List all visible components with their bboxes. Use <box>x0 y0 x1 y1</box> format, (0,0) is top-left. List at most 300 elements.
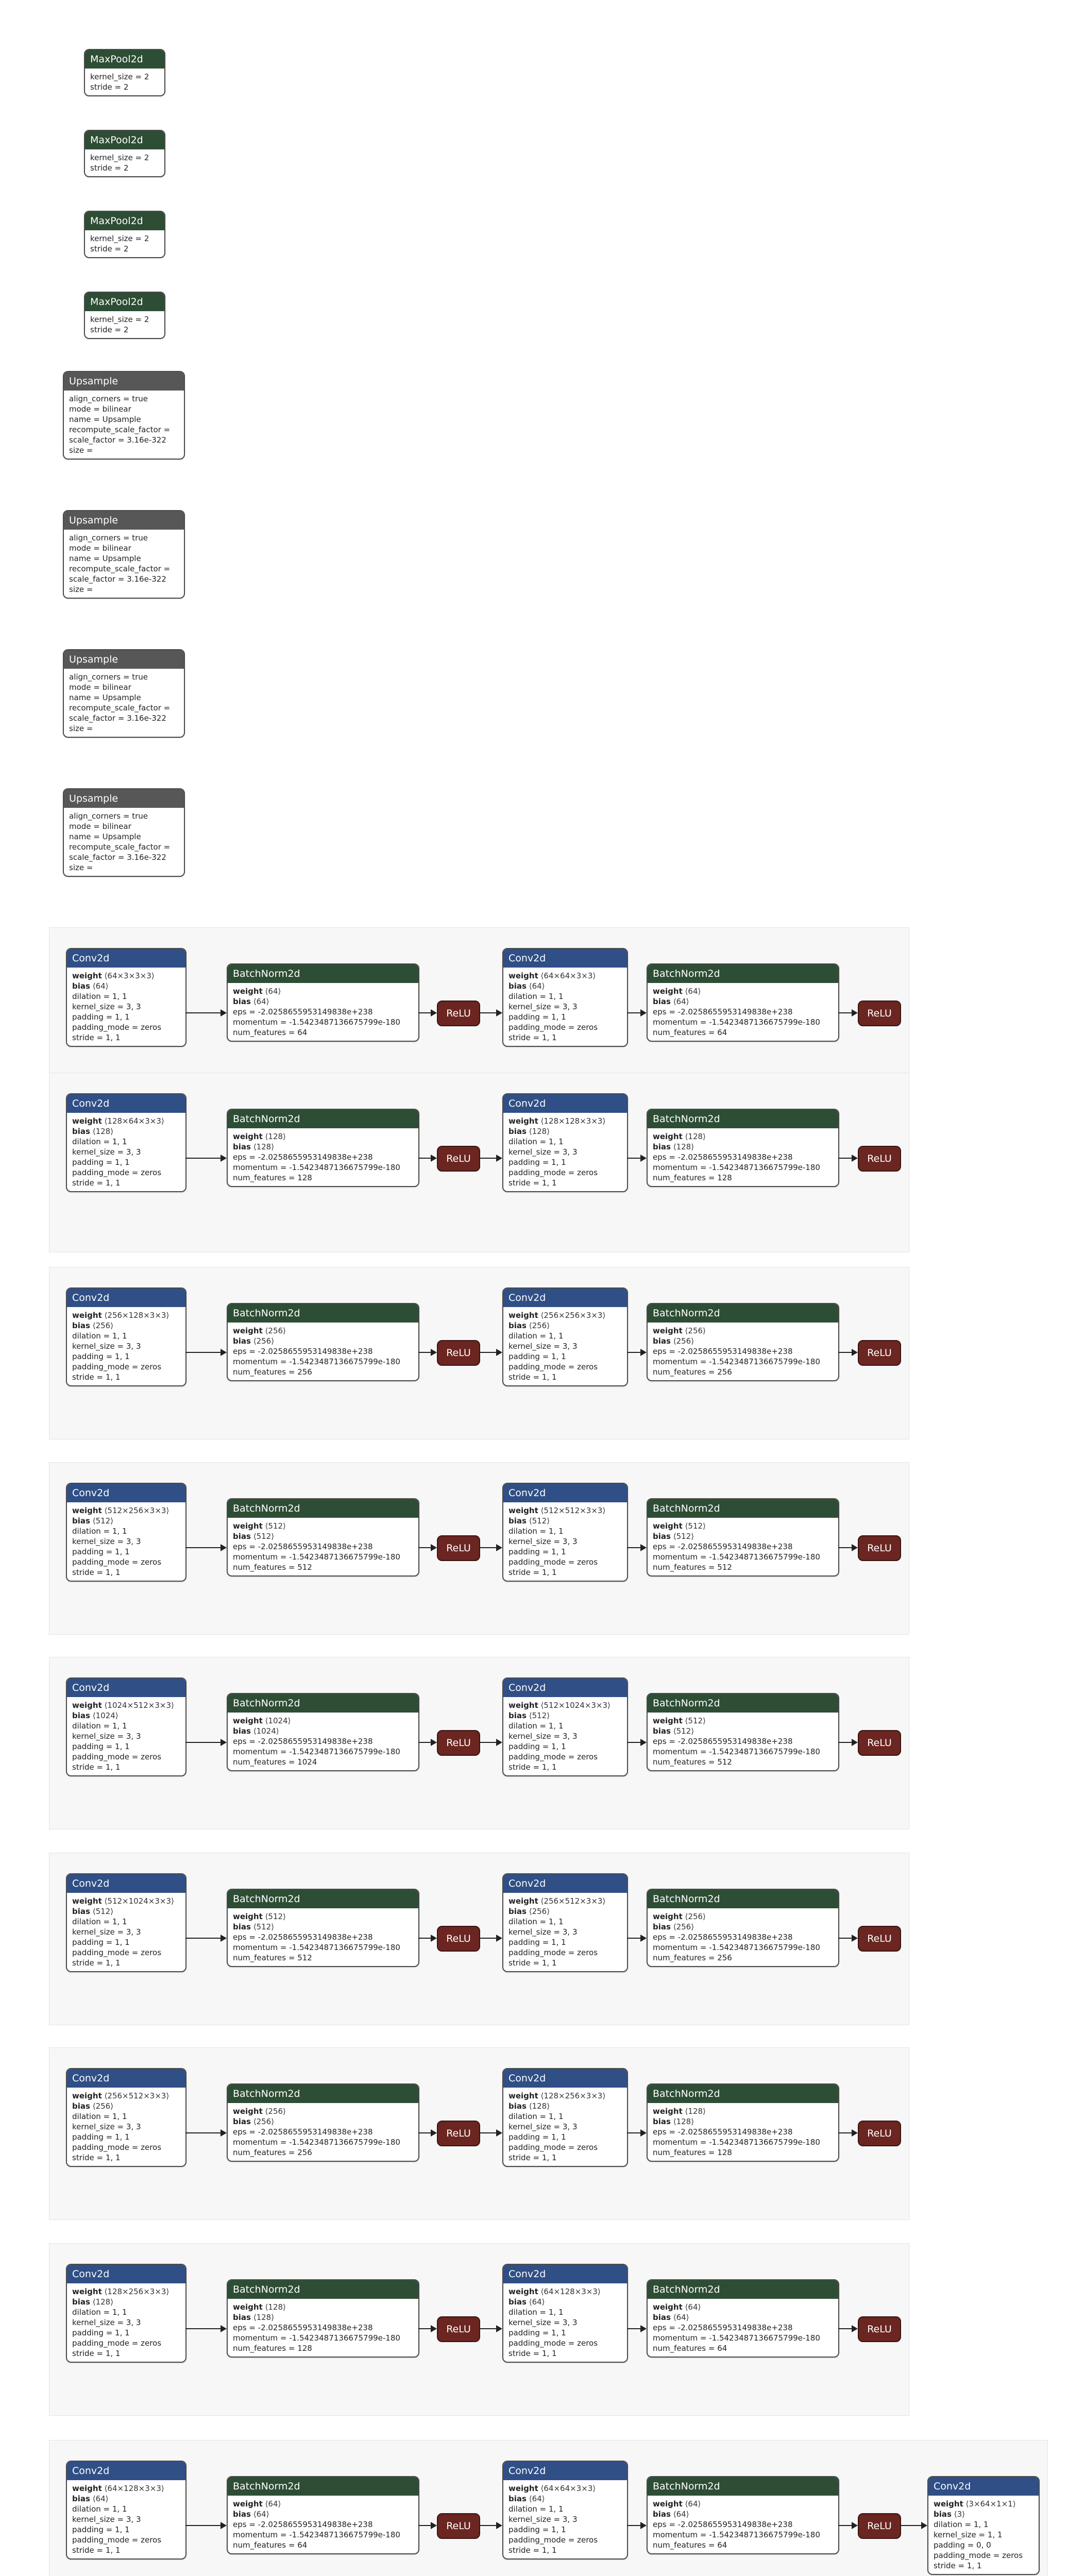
param-line: padding = 1, 1 <box>72 2328 130 2337</box>
node-title: Conv2d <box>503 1874 627 1893</box>
edge-arrow <box>627 2132 646 2133</box>
weight-row <box>508 971 622 981</box>
weight-row <box>934 2499 1033 2509</box>
param-line: recompute_scale_factor = <box>69 425 171 434</box>
bias-label: bias <box>72 1321 90 1330</box>
weight-row <box>653 2302 833 2312</box>
param-line: stride = 1, 1 <box>508 2349 557 2358</box>
param-line: name = Upsample <box>69 832 141 841</box>
node-title: BatchNorm2d <box>228 1694 418 1713</box>
conv-node[interactable] <box>502 1677 628 1776</box>
conv-node[interactable] <box>66 1287 187 1386</box>
edge-arrow <box>627 1012 646 1013</box>
edge-arrow <box>479 1547 501 1548</box>
bias-label: bias <box>233 1336 251 1346</box>
node-body <box>85 149 164 176</box>
weight-label: weight <box>508 1311 538 1320</box>
edge-arrow <box>185 2328 226 2329</box>
weight-row <box>72 2483 180 2494</box>
weight-label: weight <box>508 1116 538 1126</box>
relu-node[interactable]: ReLU <box>437 1535 480 1561</box>
node-title: BatchNorm2d <box>648 2280 838 2299</box>
param-line: stride = 2 <box>90 163 129 173</box>
node-title: Conv2d <box>67 1874 185 1893</box>
relu-node[interactable]: ReLU <box>437 1146 480 1172</box>
weight-row <box>508 2286 622 2297</box>
up-node[interactable] <box>63 649 185 738</box>
weight-label: weight <box>508 1701 538 1710</box>
mp-node[interactable] <box>84 211 165 258</box>
param-line: kernel_size = 3, 3 <box>72 1732 141 1741</box>
mp-node[interactable] <box>84 130 165 177</box>
edge-arrow <box>185 1352 226 1353</box>
param-line: padding_mode = zeros <box>72 2338 162 2348</box>
weight-shape: ⟨128⟩ <box>685 1132 706 1141</box>
up-node[interactable] <box>63 788 185 877</box>
relu-node[interactable]: ReLU <box>437 1730 480 1756</box>
node-title: BatchNorm2d <box>228 1304 418 1323</box>
edge-arrow <box>479 1158 501 1159</box>
edge-arrow <box>627 2328 646 2329</box>
bn-node[interactable] <box>227 1109 419 1187</box>
param-line: eps = -2.0258655953149838e+238 <box>653 1153 793 1162</box>
param-line: size = <box>69 724 93 733</box>
bias-label: bias <box>72 2494 90 2503</box>
bn-node[interactable] <box>227 2083 419 2162</box>
bias-shape: ⟨512⟩ <box>253 1532 275 1541</box>
param-line: dilation = 1, 1 <box>508 1137 564 1146</box>
bias-label: bias <box>233 1922 251 1931</box>
node-title: BatchNorm2d <box>228 2084 418 2103</box>
weight-shape: ⟨256⟩ <box>685 1326 706 1335</box>
up-node[interactable] <box>63 510 185 599</box>
relu-node[interactable]: ReLU <box>858 1926 901 1952</box>
param-line: padding = 0, 0 <box>934 2540 991 2550</box>
bn-node[interactable] <box>647 963 839 1042</box>
weight-label: weight <box>233 1716 263 1725</box>
bias-row <box>508 1320 622 1331</box>
param-line: momentum = -1.5423487136675799e-180 <box>233 1018 400 1027</box>
param-line: padding = 1, 1 <box>508 1352 566 1361</box>
bias-shape: ⟨128⟩ <box>253 2313 275 2322</box>
param-line: momentum = -1.5423487136675799e-180 <box>233 1357 400 1366</box>
param-line: stride = 1, 1 <box>508 1372 557 1382</box>
node-body <box>85 230 164 257</box>
param-line: padding_mode = zeros <box>72 2535 162 2545</box>
bias-label: bias <box>508 1321 527 1330</box>
node-body <box>85 311 164 338</box>
relu-node[interactable]: ReLU <box>437 1926 480 1952</box>
bias-shape: ⟨1024⟩ <box>92 1711 118 1720</box>
weight-label: weight <box>233 987 263 996</box>
bn-node[interactable] <box>647 1109 839 1187</box>
node-body <box>228 2299 418 2357</box>
weight-row <box>233 986 413 996</box>
param-line: dilation = 1, 1 <box>72 2112 127 2121</box>
bias-label: bias <box>508 2297 527 2307</box>
bias-label: bias <box>233 2313 251 2322</box>
param-line: momentum = -1.5423487136675799e-180 <box>233 1943 400 1952</box>
param-line: name = Upsample <box>69 554 141 563</box>
edge-arrow <box>479 1742 501 1743</box>
node-body <box>503 2283 627 2362</box>
node-body <box>648 983 838 1041</box>
param-line: stride = 1, 1 <box>934 2561 982 2570</box>
weight-label: weight <box>653 1326 683 1335</box>
weight-shape: ⟨1024⟩ <box>265 1716 291 1725</box>
param-line: eps = -2.0258655953149838e+238 <box>233 2520 373 2529</box>
param-line: dilation = 1, 1 <box>72 2504 127 2514</box>
bias-label: bias <box>653 1532 671 1541</box>
conv-node[interactable] <box>502 2461 628 2560</box>
weight-row <box>653 1326 833 1336</box>
weight-label: weight <box>653 1912 683 1921</box>
node-title: Conv2d <box>67 1289 185 1307</box>
bn-node[interactable] <box>227 2279 419 2358</box>
bn-node[interactable] <box>647 1303 839 1381</box>
param-line: padding = 1, 1 <box>508 1158 566 1167</box>
bias-label: bias <box>653 2510 671 2519</box>
relu-node[interactable]: ReLU <box>858 2513 901 2539</box>
conv-node[interactable] <box>502 1873 628 1972</box>
conv-node[interactable] <box>66 2068 187 2167</box>
param-line: align_corners = true <box>69 811 148 821</box>
relu-node[interactable]: ReLU <box>437 2513 480 2539</box>
param-line: stride = 1, 1 <box>72 1372 121 1382</box>
param-line: padding = 1, 1 <box>72 1547 130 1556</box>
bn-node[interactable] <box>227 1303 419 1381</box>
param-line: recompute_scale_factor = <box>69 842 171 852</box>
node-body <box>228 1518 418 1575</box>
node-body <box>228 1128 418 1186</box>
node-body <box>503 1307 627 1385</box>
param-line: stride = 2 <box>90 244 129 253</box>
weight-shape: ⟨64×64×3×3⟩ <box>540 971 596 980</box>
node-title: MaxPool2d <box>85 131 164 149</box>
weight-shape: ⟨128×256×3×3⟩ <box>540 2091 606 2100</box>
param-line: kernel_size = 3, 3 <box>508 1927 578 1937</box>
node-title: Conv2d <box>503 949 627 968</box>
edge-arrow <box>479 2328 501 2329</box>
param-line: kernel_size = 3, 3 <box>72 2515 141 2524</box>
param-line: padding = 1, 1 <box>72 1742 130 1751</box>
bias-row <box>508 2101 622 2111</box>
node-title: BatchNorm2d <box>648 1890 838 1908</box>
bias-label: bias <box>233 1142 251 1151</box>
bn-node[interactable] <box>227 963 419 1042</box>
node-body <box>228 2496 418 2553</box>
param-line: num_features = 512 <box>233 1563 312 1572</box>
conv-node[interactable] <box>66 2264 187 2363</box>
bias-row <box>653 2509 833 2519</box>
param-line: num_features = 128 <box>233 1173 312 1182</box>
bn-node[interactable] <box>647 2083 839 2162</box>
bias-row <box>72 1320 180 1331</box>
param-line: padding_mode = zeros <box>72 1362 162 1371</box>
param-line: momentum = -1.5423487136675799e-180 <box>653 1163 820 1172</box>
param-line: padding = 1, 1 <box>72 2525 130 2534</box>
conv-node[interactable] <box>502 1093 628 1192</box>
node-title: MaxPool2d <box>85 293 164 311</box>
bias-shape: ⟨512⟩ <box>673 1726 694 1736</box>
param-line: padding_mode = zeros <box>934 2551 1023 2560</box>
node-body <box>64 391 184 459</box>
edge-arrow <box>838 2132 857 2133</box>
bias-label: bias <box>653 997 671 1006</box>
param-line: dilation = 1, 1 <box>72 1331 127 1341</box>
bias-row <box>233 1922 413 1932</box>
param-line: kernel_size = 2 <box>90 153 149 162</box>
param-line: kernel_size = 3, 3 <box>72 1342 141 1351</box>
relu-node[interactable]: ReLU <box>437 2316 480 2342</box>
node-title: BatchNorm2d <box>648 964 838 983</box>
weight-row <box>72 2091 180 2101</box>
weight-label: weight <box>653 1132 683 1141</box>
conv-node[interactable] <box>66 1677 187 1776</box>
weight-shape: ⟨64⟩ <box>265 2499 281 2509</box>
param-line: padding = 1, 1 <box>72 1012 130 1022</box>
bias-row <box>934 2509 1033 2519</box>
node-body <box>67 968 185 1046</box>
conv-node[interactable] <box>502 948 628 1047</box>
weight-label: weight <box>653 2302 683 2312</box>
bias-row <box>653 996 833 1007</box>
weight-label: weight <box>72 2287 102 2296</box>
node-title: BatchNorm2d <box>228 2280 418 2299</box>
edge-arrow <box>838 1742 857 1743</box>
param-line: dilation = 1, 1 <box>508 2308 564 2317</box>
bias-label: bias <box>72 1127 90 1136</box>
node-title: BatchNorm2d <box>648 1110 838 1128</box>
bias-row <box>508 1516 622 1526</box>
bn-node[interactable] <box>647 1693 839 1771</box>
weight-label: weight <box>653 1521 683 1531</box>
mp-node[interactable] <box>84 49 165 96</box>
param-line: num_features = 1024 <box>233 1757 317 1767</box>
param-line: momentum = -1.5423487136675799e-180 <box>653 1357 820 1366</box>
node-title: BatchNorm2d <box>648 1304 838 1323</box>
param-line: stride = 1, 1 <box>72 1033 121 1042</box>
edge-arrow <box>418 2328 436 2329</box>
weight-shape: ⟨256⟩ <box>265 2107 286 2116</box>
relu-node[interactable]: ReLU <box>858 1340 901 1366</box>
bias-shape: ⟨128⟩ <box>673 1142 694 1151</box>
weight-shape: ⟨64×128×3×3⟩ <box>540 2287 601 2296</box>
bias-label: bias <box>508 1516 527 1526</box>
bias-row <box>653 1726 833 1736</box>
param-line: kernel_size = 2 <box>90 234 149 243</box>
param-line: padding = 1, 1 <box>508 2525 566 2534</box>
bias-row <box>72 1126 180 1137</box>
weight-shape: ⟨64×128×3×3⟩ <box>104 2484 164 2493</box>
param-line: num_features = 128 <box>653 2148 732 2157</box>
conv-node[interactable] <box>66 948 187 1047</box>
weight-shape: ⟨128×128×3×3⟩ <box>540 1116 606 1126</box>
conv-node[interactable] <box>66 1873 187 1972</box>
bn-node[interactable] <box>227 1693 419 1771</box>
node-title: Conv2d <box>503 1679 627 1697</box>
edge-arrow <box>838 2328 857 2329</box>
param-line: kernel_size = 3, 3 <box>508 1342 578 1351</box>
relu-node[interactable]: ReLU <box>858 2316 901 2342</box>
weight-row <box>233 1131 413 1142</box>
weight-row <box>653 1521 833 1531</box>
bias-row <box>508 1710 622 1721</box>
bias-shape: ⟨64⟩ <box>92 981 109 991</box>
bias-shape: ⟨64⟩ <box>529 2494 545 2503</box>
param-line: padding = 1, 1 <box>72 1158 130 1167</box>
param-line: padding_mode = zeros <box>508 1168 598 1177</box>
param-line: momentum = -1.5423487136675799e-180 <box>653 1018 820 1027</box>
weight-label: weight <box>653 2107 683 2116</box>
conv-node[interactable] <box>502 1287 628 1386</box>
bias-row <box>653 1922 833 1932</box>
bias-row <box>72 2101 180 2111</box>
param-line: padding_mode = zeros <box>508 2143 598 2152</box>
bn-node[interactable] <box>227 2476 419 2554</box>
node-body <box>67 1113 185 1191</box>
param-line: dilation = 1, 1 <box>72 1527 127 1536</box>
bias-label: bias <box>233 997 251 1006</box>
edge-arrow <box>900 2525 926 2526</box>
param-line: name = Upsample <box>69 693 141 702</box>
bn-node[interactable] <box>227 1889 419 1967</box>
weight-shape: ⟨3×64×1×1⟩ <box>965 2499 1016 2509</box>
param-line: dilation = 1, 1 <box>508 992 564 1001</box>
weight-row <box>233 1326 413 1336</box>
bias-row <box>508 1126 622 1137</box>
param-line: num_features = 64 <box>653 2540 727 2550</box>
conv-node[interactable] <box>927 2476 1040 2575</box>
node-body <box>503 1697 627 1775</box>
bias-label: bias <box>508 2494 527 2503</box>
param-line: stride = 1, 1 <box>508 1568 557 1577</box>
relu-node[interactable]: ReLU <box>858 1146 901 1172</box>
node-title: Conv2d <box>67 949 185 968</box>
bias-row <box>233 2509 413 2519</box>
bias-shape: ⟨256⟩ <box>529 1907 550 1916</box>
param-line: momentum = -1.5423487136675799e-180 <box>233 2530 400 2539</box>
bias-label: bias <box>508 981 527 991</box>
node-title: MaxPool2d <box>85 50 164 69</box>
bias-row <box>508 2297 622 2307</box>
edge-arrow <box>627 1547 646 1548</box>
node-body <box>228 983 418 1041</box>
param-line: size = <box>69 585 93 594</box>
weight-row <box>72 2286 180 2297</box>
bn-node[interactable] <box>227 1498 419 1577</box>
edge-arrow <box>185 1938 226 1939</box>
param-line: num_features = 512 <box>653 1563 732 1572</box>
conv-node[interactable] <box>502 1483 628 1582</box>
conv-node[interactable] <box>66 2461 187 2560</box>
param-line: padding = 1, 1 <box>72 1352 130 1361</box>
bias-shape: ⟨128⟩ <box>92 2297 114 2307</box>
edge-arrow <box>418 2525 436 2526</box>
param-line: eps = -2.0258655953149838e+238 <box>653 1347 793 1356</box>
weight-row <box>508 1116 622 1126</box>
conv-node[interactable] <box>66 1483 187 1582</box>
bias-row <box>72 2494 180 2504</box>
bias-row <box>653 2312 833 2323</box>
weight-label: weight <box>72 1701 102 1710</box>
bias-label: bias <box>653 2313 671 2322</box>
relu-node[interactable]: ReLU <box>858 1730 901 1756</box>
node-title: BatchNorm2d <box>228 1110 418 1128</box>
param-line: recompute_scale_factor = <box>69 703 171 713</box>
bias-shape: ⟨512⟩ <box>529 1516 550 1526</box>
node-body <box>503 968 627 1046</box>
relu-node[interactable]: ReLU <box>858 1535 901 1561</box>
weight-shape: ⟨128×256×3×3⟩ <box>104 2287 169 2296</box>
conv-node[interactable] <box>66 1093 187 1192</box>
bias-shape: ⟨512⟩ <box>92 1516 114 1526</box>
node-title: BatchNorm2d <box>648 1499 838 1518</box>
param-line: stride = 1, 1 <box>508 1178 557 1188</box>
weight-shape: ⟨256×256×3×3⟩ <box>540 1311 606 1320</box>
node-title: Conv2d <box>67 1094 185 1113</box>
param-line: num_features = 256 <box>653 1367 732 1377</box>
bn-node[interactable] <box>647 1889 839 1967</box>
bias-row <box>233 1531 413 1541</box>
param-line: name = Upsample <box>69 415 141 424</box>
relu-node[interactable]: ReLU <box>437 1001 480 1026</box>
node-title: Upsample <box>64 511 184 530</box>
node-title: Conv2d <box>503 2069 627 2088</box>
param-line: padding = 1, 1 <box>508 2328 566 2337</box>
up-node[interactable] <box>63 371 185 460</box>
bn-node[interactable] <box>647 2279 839 2358</box>
weight-label: weight <box>72 1116 102 1126</box>
param-line: kernel_size = 2 <box>90 72 149 81</box>
node-title: Conv2d <box>67 2069 185 2088</box>
weight-shape: ⟨128⟩ <box>265 2302 286 2312</box>
param-line: eps = -2.0258655953149838e+238 <box>233 1542 373 1551</box>
weight-row <box>508 1896 622 1906</box>
bias-shape: ⟨512⟩ <box>673 1532 694 1541</box>
node-body <box>648 1908 838 1966</box>
edge-arrow <box>418 2132 436 2133</box>
bn-node[interactable] <box>647 2476 839 2554</box>
node-title: Conv2d <box>67 1484 185 1502</box>
param-line: recompute_scale_factor = <box>69 564 171 573</box>
weight-row <box>233 1521 413 1531</box>
weight-label: weight <box>653 987 683 996</box>
param-line: kernel_size = 3, 3 <box>72 1927 141 1937</box>
relu-node[interactable]: ReLU <box>858 1001 901 1026</box>
param-line: padding_mode = zeros <box>508 2338 598 2348</box>
param-line: dilation = 1, 1 <box>72 992 127 1001</box>
param-line: padding_mode = zeros <box>72 1752 162 1761</box>
conv-node[interactable] <box>502 2264 628 2363</box>
param-line: mode = bilinear <box>69 404 131 414</box>
param-line: stride = 2 <box>90 325 129 334</box>
node-title: Upsample <box>64 789 184 808</box>
relu-node[interactable]: ReLU <box>437 2121 480 2146</box>
param-line: kernel_size = 3, 3 <box>72 1147 141 1157</box>
param-line: padding_mode = zeros <box>72 1023 162 1032</box>
node-body <box>503 1893 627 1971</box>
mp-node[interactable] <box>84 292 165 339</box>
param-line: padding_mode = zeros <box>72 1948 162 1957</box>
bn-node[interactable] <box>647 1498 839 1577</box>
param-line: stride = 1, 1 <box>72 1958 121 1968</box>
bias-shape: ⟨256⟩ <box>673 1336 694 1346</box>
conv-node[interactable] <box>502 2068 628 2167</box>
relu-node[interactable]: ReLU <box>437 1340 480 1366</box>
bias-shape: ⟨128⟩ <box>673 2117 694 2126</box>
relu-node[interactable]: ReLU <box>858 2121 901 2146</box>
